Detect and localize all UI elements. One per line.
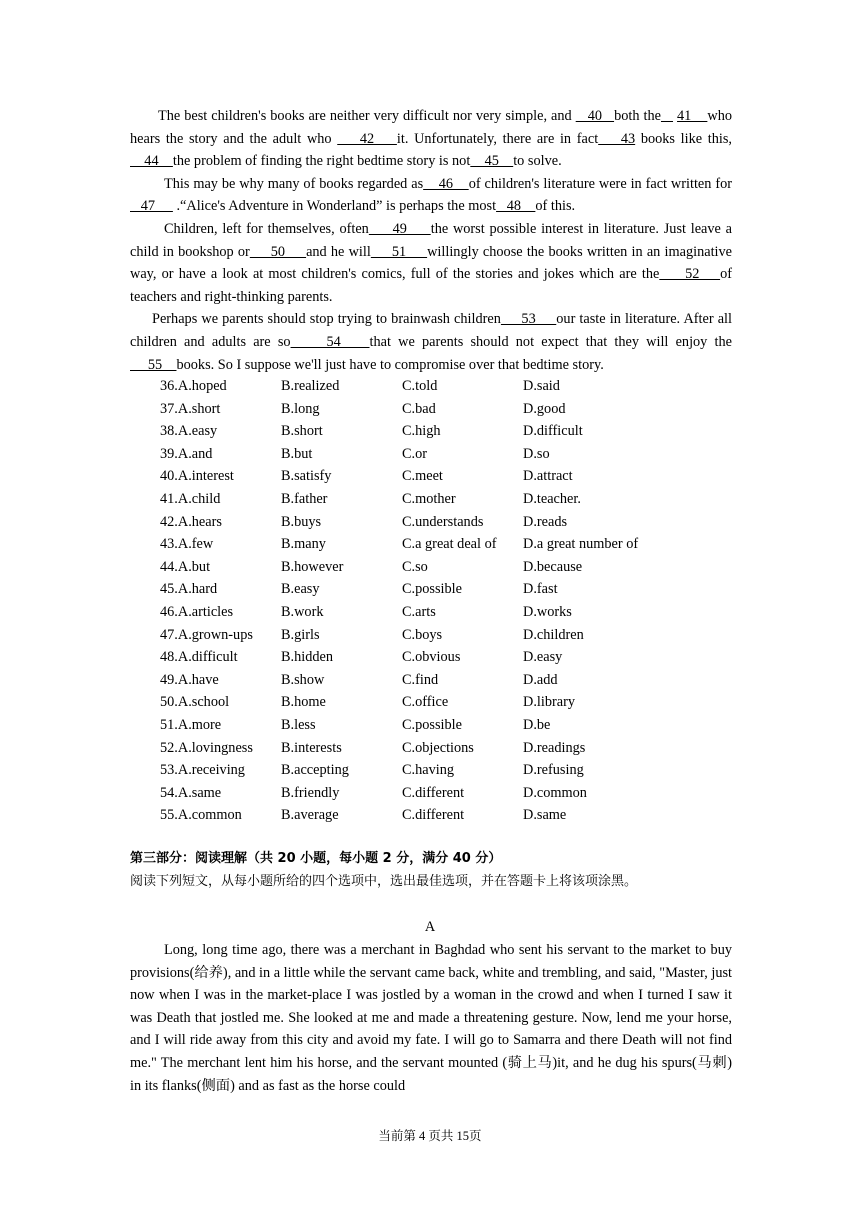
passage-text: Children, left for themselves, often: [164, 220, 369, 237]
option-b: B.easy: [281, 581, 320, 598]
option-a: 52.A.lovingness: [160, 739, 253, 756]
option-d: D.because: [523, 558, 583, 575]
passage-text: The best children's books are neither very difficult nor very simple, and: [158, 108, 576, 124]
option-c: C.high: [402, 423, 441, 440]
option-b: B.average: [281, 807, 339, 824]
option-d: D.said: [523, 378, 560, 394]
passage-text: books. So I suppose we'll just have to compromise over that bedtime story.: [176, 356, 604, 373]
option-b: B.realized: [281, 378, 340, 394]
option-row: [160, 737, 683, 760]
option-c: C.told: [402, 378, 438, 394]
option-a: 55.A.common: [160, 807, 242, 824]
option-a: 46.A.articles: [160, 603, 234, 620]
option-c: C.a great deal of: [402, 536, 497, 553]
option-a: 47.A.grown-ups: [160, 626, 253, 643]
option-row: [160, 420, 683, 443]
option-row: [160, 398, 683, 421]
passage-text: both the: [614, 108, 661, 124]
option-c: C.bad: [402, 400, 436, 417]
option-row: [160, 465, 683, 488]
option-row: [160, 511, 683, 534]
option-row: [160, 443, 683, 466]
option-row: [160, 714, 683, 737]
option-a: 48.A.difficult: [160, 649, 238, 666]
option-c: C.find: [402, 671, 439, 688]
option-d: D.fast: [523, 581, 558, 598]
option-a: 45.A.hard: [160, 581, 218, 598]
answer-blank: 48: [496, 198, 536, 215]
answer-blank: 54: [290, 333, 370, 350]
option-row: [160, 691, 683, 714]
cloze-paragraph: [130, 173, 732, 218]
passage-text: it. Unfortunately, there are in fact: [396, 130, 599, 147]
answer-blank: 52: [659, 266, 721, 283]
passage-text: of children's literature were in fact written for: [468, 175, 732, 192]
option-c: C.boys: [402, 626, 443, 643]
option-c: C.office: [402, 694, 449, 711]
option-c: C.obvious: [402, 649, 461, 666]
option-a: 51.A.more: [160, 716, 222, 733]
passage-text: our taste in literature. After all children and adults are so: [130, 311, 733, 350]
passage-text: and he will: [306, 243, 371, 260]
section-instruction: 阅读下列短文，从每小题所给的四个选项中，选出最佳选项，并在答题卡上将该项涂黑。: [130, 874, 638, 889]
reading-passage-body: Long, long time ago, there was a merchant in Baghdad who sent his servant to the market to buy provisions(给养), and in a little while the servant came back, white and trembling, and said, "Master, just now when I was in the market-place I was jostled by a woman in the crowd and when I turned I saw it was Death that jostled me. She looked at me and made a threatening gesture. Now, lend me your horse, and I will ride away from this city and avoid my fate. I will go to Samarra and there Death will not find me." The merchant lent him his horse, and the servant mounted (骑上马)it, and he dug his spurs(马刺) in its flanks(侧面) and as fast as the horse could: [130, 942, 733, 1094]
option-d: D.easy: [523, 649, 563, 666]
answer-blank: 40: [575, 108, 615, 124]
option-a: 42.A.hears: [160, 513, 222, 530]
option-d: D.reads: [523, 513, 568, 530]
option-c: C.arts: [402, 603, 436, 620]
passage-text: the problem of finding the right bedtime story is not: [172, 153, 471, 170]
option-b: B.long: [281, 400, 320, 417]
passage-text: to solve.: [513, 153, 562, 170]
option-b: B.satisfy: [281, 468, 332, 485]
cloze-paragraph: [130, 218, 732, 308]
option-b: B.friendly: [281, 784, 340, 801]
option-a: 37.A.short: [160, 400, 221, 417]
option-b: B.less: [281, 716, 316, 733]
passage-title: A: [424, 919, 436, 935]
option-b: B.accepting: [281, 762, 349, 779]
option-row: [160, 804, 683, 827]
option-d: D.add: [523, 671, 558, 688]
option-d: D.works: [523, 603, 572, 620]
option-a: 53.A.receiving: [160, 762, 245, 779]
option-c: C.understands: [402, 513, 484, 530]
option-c: C.different: [402, 807, 465, 824]
option-c: C.mother: [402, 490, 456, 507]
option-b: B.father: [281, 490, 328, 507]
option-b: B.many: [281, 536, 326, 553]
option-d: D.teacher.: [523, 490, 581, 507]
page-footer: 当前第 4 页共 15页: [378, 1129, 482, 1143]
option-c: C.so: [402, 558, 428, 575]
option-b: B.however: [281, 558, 344, 575]
option-b: B.girls: [281, 626, 320, 643]
option-a: 36.A.hoped: [160, 378, 227, 394]
answer-blank: 46: [423, 175, 469, 192]
option-row: [160, 488, 683, 511]
option-row: [160, 646, 683, 669]
option-a: 41.A.child: [160, 490, 221, 507]
option-a: 50.A.school: [160, 694, 230, 711]
option-b: B.show: [281, 671, 325, 688]
option-a: 38.A.easy: [160, 423, 218, 440]
option-d: D.attract: [523, 468, 573, 485]
option-d: D.refusing: [523, 762, 584, 779]
answer-blank: 45: [470, 153, 514, 170]
option-row: [160, 375, 683, 398]
option-c: C.possible: [402, 581, 462, 598]
option-a: 49.A.have: [160, 671, 219, 688]
option-a: 44.A.but: [160, 558, 211, 575]
option-a: 43.A.few: [160, 536, 214, 553]
cloze-passage: [130, 105, 732, 376]
section-heading: 第三部分：阅读理解（共 20 小题，每小题 2 分，满分 40 分）: [130, 851, 502, 866]
answer-blank: [661, 108, 673, 124]
option-c: C.possible: [402, 716, 462, 733]
option-row: [160, 759, 683, 782]
answer-blank: 50: [249, 243, 307, 260]
option-row: [160, 782, 683, 805]
answer-blank: 47: [130, 198, 173, 215]
option-row: [160, 669, 683, 692]
passage-text: willingly choose the books written in an imaginative way, or have a look at most children's comics, full of the stories and jokes which are the: [130, 243, 733, 283]
option-d: D.good: [523, 400, 566, 417]
option-b: B.short: [281, 423, 323, 440]
passage-text: that we parents should not expect that they will enjoy the: [369, 333, 732, 350]
answer-blank: 44: [130, 153, 173, 170]
answer-blank: 41: [677, 108, 708, 124]
option-d: D.same: [523, 807, 567, 824]
option-b: B.buys: [281, 513, 322, 530]
answer-blank: 53: [500, 311, 557, 328]
passage-text: Perhaps we parents should stop trying to brainwash children: [152, 311, 501, 328]
option-row: [160, 533, 683, 556]
cloze-paragraph: [130, 308, 732, 376]
answer-blank: 49: [368, 220, 431, 237]
option-c: C.having: [402, 762, 455, 779]
passage-text: the worst possible interest in literature. Just leave a child in bookshop or: [130, 220, 732, 260]
option-d: D.difficult: [523, 423, 583, 440]
passage-text: This may be why many of books regarded as: [164, 175, 424, 192]
answer-blank: 51: [370, 243, 428, 260]
answer-blank: 55: [130, 356, 177, 373]
option-row: [160, 556, 683, 579]
option-b: B.interests: [281, 739, 342, 756]
option-d: D.library: [523, 694, 576, 711]
option-a: 40.A.interest: [160, 468, 234, 485]
option-a: 39.A.and: [160, 445, 213, 462]
option-d: D.readings: [523, 739, 586, 756]
option-d: D.common: [523, 784, 587, 801]
option-c: C.objections: [402, 739, 474, 756]
answer-blank: 42: [337, 130, 397, 147]
option-b: B.but: [281, 445, 313, 462]
passage-text: .“Alice's Adventure in Wonderland” is perhaps the most: [172, 198, 497, 215]
option-d: D.children: [523, 626, 584, 643]
answer-blank: 43: [598, 130, 636, 147]
option-c: C.meet: [402, 468, 443, 485]
option-d: D.be: [523, 716, 551, 733]
passage-text: books like this,: [635, 130, 732, 147]
option-row: [160, 624, 683, 647]
cloze-paragraph: [130, 105, 732, 173]
option-b: B.home: [281, 694, 326, 711]
option-b: B.work: [281, 603, 324, 620]
option-d: D.so: [523, 445, 550, 462]
option-d: D.a great number of: [523, 536, 639, 553]
option-row: [160, 578, 683, 601]
passage-text: of this.: [535, 198, 576, 215]
option-c: C.or: [402, 445, 428, 462]
option-row: [160, 601, 683, 624]
answer-options-list: [160, 375, 683, 827]
option-b: B.hidden: [281, 649, 334, 666]
option-a: 54.A.same: [160, 784, 222, 801]
passage-text: of teachers and right-thinking parents.: [130, 266, 732, 305]
passage-text: who hears the story and the adult who: [130, 108, 732, 147]
option-c: C.different: [402, 784, 465, 801]
